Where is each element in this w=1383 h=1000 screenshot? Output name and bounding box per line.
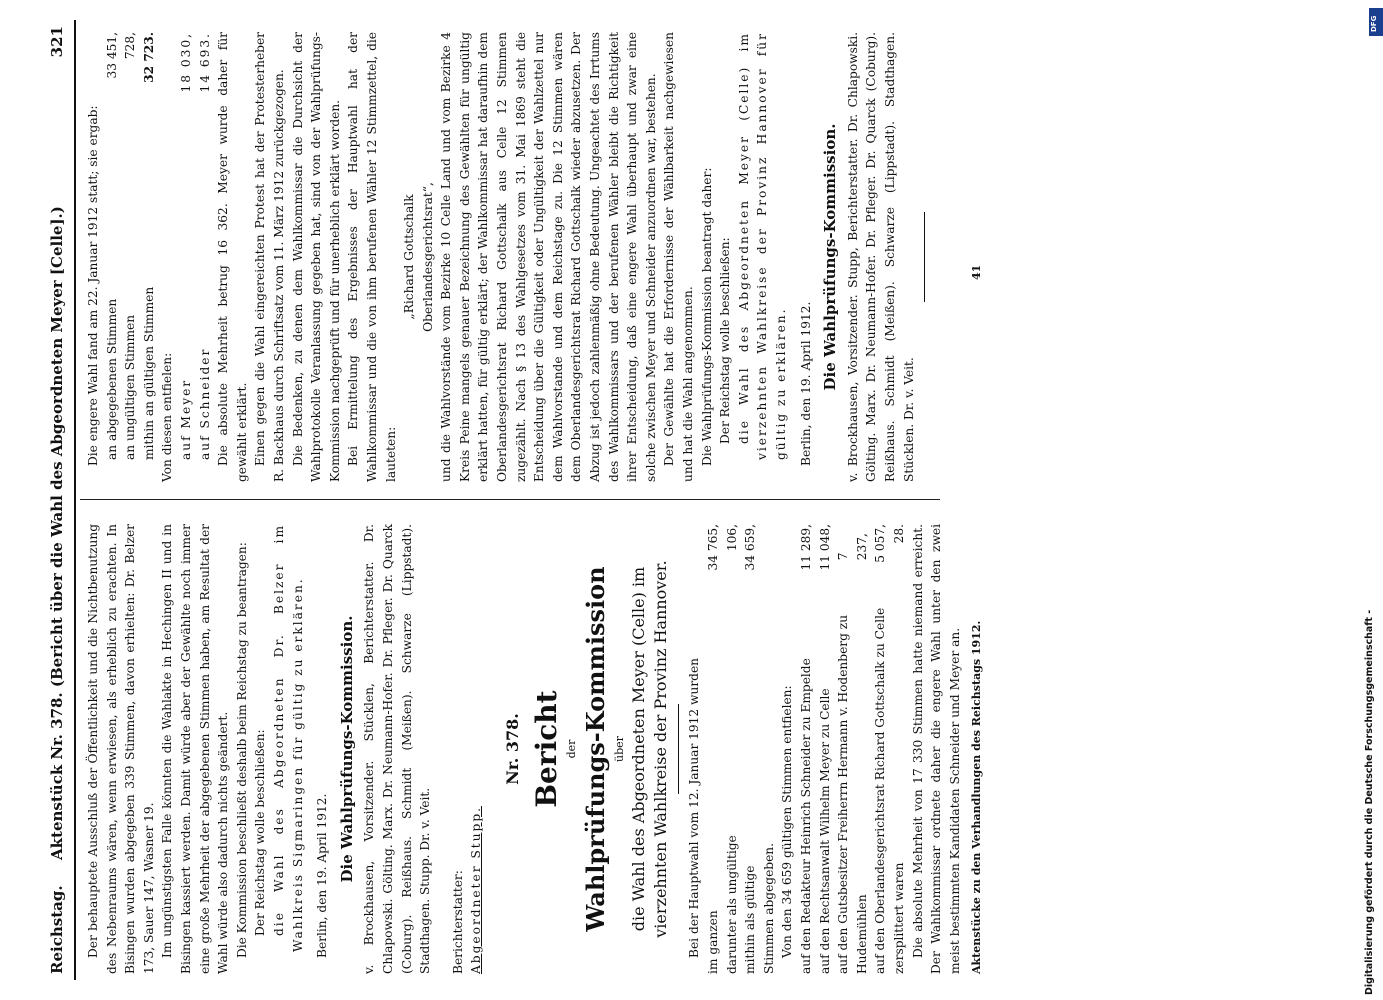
paragraph: Die Bedenken, zu denen dem Wahlkommissar die Durchsicht der Wahlprotokolle Veranlassung gegeben hat, sind von der Wahlprüfungs-Kommission nachgeprüft und für unerheblich erklärt worden. (290, 32, 342, 482)
result-row: im ganzen 34 765, (706, 524, 721, 974)
commission-title: Die Wahlprüfungs-Kommission. (337, 615, 356, 883)
paragraph: Die engere Wahl fand am 22. Januar 1912 statt; sie ergab: (86, 105, 100, 466)
candidate-row: auf den Rechtsanwalt Wilhelm Meyer zu Celle 11 048, (817, 524, 832, 974)
antrag-intro: Der Reichstag wolle beschließen: (718, 237, 733, 444)
result-row: darunter als ungültige 106, (724, 524, 739, 974)
paragraph: Die absolute Mehrheit von 17 330 Stimmen hatte niemand erreicht. Der Wahlkommissar ordnete daher die engere Wahl unter den zwei meist bestimmten Kandidaten Schneider und Meyer an. (910, 524, 962, 974)
berichterstatter-block (449, 524, 486, 974)
divider (924, 212, 925, 302)
divider (678, 704, 679, 794)
antrag-text: die Wahl des Abgeordneten Meyer (Celle) im vierzehnten Wahlkreise der Provinz Hannover für gültig zu erklären. (736, 32, 788, 460)
footer-note: Aktenstücke zu den Verhandlungen des Reichstags 1912. (970, 620, 983, 974)
commission-heading: Wahlprüfungs-Kommission (581, 566, 611, 932)
commission-members: v. Brockhausen, Vorsitzender. Stupp, Berichterstatter. Dr. Chlapowski. Gölting. Marx. Dr. Neumann-Hofer. Dr. Pfleger. Dr. Quarck (Coburg). Reißhaus. Schmidt (Meißen). Schwarze (Lippstadt). Stadthagen. Stücklen. Dr. v. Veit. (845, 32, 916, 482)
digitization-note: Digitalisierung gefördert durch die Deutsche Forschungsgemeinschaft - (1364, 609, 1375, 995)
subject-title: die Wahl des Abgeordneten Meyer (Celle) im vierzehnten Wahlkreise der Provinz Hannover. (629, 560, 671, 938)
paragraph: Einen gegen die Wahl eingereichten Protest hat der Protesterheber R. Backhaus durch Schriftsatz vom 11. März 1912 zurückgezogen. (253, 32, 286, 482)
candidate-row: zersplittert waren 28. (892, 524, 906, 974)
date-line: Berlin, den 19. April 1912. (315, 793, 330, 958)
paragraph: Der behauptete Ausschluß der Öffentlichkeit und die Nichtbenutzung des Nebenraums wären, wenn erwiesen, als erheblich zu erachten. In Bisingen wurden abgegeben 339 Stimmen, davon erhielten: Dr. Belzer 173, Sauer 147, Wasner 19. (86, 524, 156, 974)
hauptwahl-outro: Stimmen abgegeben. (761, 842, 776, 974)
result-row: auf Meyer 18 030, (178, 32, 193, 460)
date-line: Berlin, den 19. April 1912. (798, 301, 813, 466)
result-row: an ungültigen Stimmen 728, (123, 32, 138, 460)
paragraph: Bei der Hauptwahl vom 12. Januar 1912 wurden (687, 657, 702, 958)
result-row: an abgegebenen Stimmen 33 451, (104, 32, 119, 460)
antrag-text: die Wahl des Abgeordneten Dr. Belzer im Wahlkreis Sigmaringen für gültig zu erklären. (271, 524, 305, 952)
paragraph: und die Wahlvorstände vom Bezirke 10 Celle Land und vom Bezirke 4 Kreis Peine mangels genauer Bezeichnung des Gewählten für ungültig erklärt hatten, für gültig erklärt; der Wahlkommissar hat daraufhin dem Oberlandesgerichtsrat Richard Gottschalk aus Celle 12 Stimmen zugezählt. Nach § 13 des Wahlgesetzes vom 31. Mai 1869 steht die Entscheidung über die Gültigkeit oder Ungültigkeit der Wahlzettel nur dem Wahlvorstande und dem Reichstage zu. Die 12 Stimmen wären dem Oberlandesgerichtsrat Richard Gottschalk wieder abzusetzen. Der Abzug ist jedoch zahlenmäßig ohne Bedeutung. Ungeachtet des Irrtums des Wahlkommissars und der berufenen Wähler bleibt die Richtigkeit ihrer Entscheidung, daß eine engere Wahl überhaupt und zwar eine solche zwischen Meyer und Schneider anzuordnen war, bestehen. (439, 32, 658, 482)
paragraph: Bei Ermittelung des Ergebnisses der Hauptwahl hat der Wahlkommissar und die von ihm berufenen Wähler 12 Stimmzettel, die lauteten: (346, 32, 398, 482)
paragraph: Die Kommission beschließt deshalb beim Reichstag zu beantragen: (234, 542, 249, 958)
dfg-logo: DFG (1369, 8, 1383, 36)
footer-page-number: 41 (970, 264, 983, 280)
bericht-heading: Bericht (530, 690, 564, 808)
header-page-number: 321 (48, 26, 66, 58)
left-column (84, 524, 964, 974)
antrag-intro: Der Reichstag wolle beschließen: (253, 729, 268, 936)
paragraph: Der Gewählte hat die Erfordernisse der Wählbarkeit nachgewiesen und hat die Wahl angenommen. (662, 32, 695, 482)
paragraph: Von den 34 659 gültigen Stimmen entfielen: (780, 685, 795, 958)
result-row: auf Schneider 14 693. (197, 32, 212, 460)
candidate-row: auf den Redakteur Heinrich Schneider zu Empelde 11 289, (799, 524, 814, 974)
document-page (40, 20, 1340, 980)
berichterstatter-name: Abgeordneter Stupp. (469, 805, 484, 974)
commission-title: Die Wahlprüfungs-Kommission. (821, 123, 840, 391)
quote-line: Oberlandesgerichtsrat“, (420, 182, 435, 332)
berichterstatter-label: Berichterstatter: (450, 870, 465, 974)
header-left: Reichstag. (48, 885, 66, 974)
der-label: der (565, 739, 579, 759)
paragraph: Im ungünstigsten Falle könnten die Wahlakte in Hechingen II und in Bisingen kassiert werden. Damit würde aber der Gewählte noch immer eine große Mehrheit der abgegebenen Stimmen haben, am Resultat der Wahl würde also dadurch nichts geändert. (160, 524, 231, 974)
column-divider (80, 499, 940, 500)
paragraph: Von diesen entfielen: (160, 352, 175, 482)
document-number: Nr. 378. (502, 713, 522, 785)
ueber-label: über (613, 736, 627, 762)
quote-line: „Richard Gottschalk (402, 194, 417, 320)
result-row: mithin an gültigen Stimmen 32 723. (141, 32, 156, 460)
right-column (84, 32, 931, 482)
paragraph: Die Wahlprüfungs-Kommission beantragt daher: (699, 167, 714, 466)
result-row: mithin als gültige 34 659, (743, 524, 758, 974)
page-header (40, 20, 76, 980)
paragraph: Die absolute Mehrheit betrug 16 362. Meyer wurde daher für gewählt erklärt. (216, 32, 249, 482)
candidate-row: auf den Oberlandesgerichtsrat Richard Gottschalk zu Celle 5 057, (873, 524, 888, 974)
header-title: Aktenstück Nr. 378. (Bericht über die Wahl des Abgeordneten Meyer [Celle].) (48, 206, 66, 860)
commission-members: v. Brockhausen, Vorsitzender. Stücklen, Berichterstatter. Dr. Chlapowski. Gölting. Marx. Dr. Neumann-Hofer. Dr. Pfleger. Dr. Quarck (Coburg). Reißhaus. Schmidt (Meißen). Schwarze (Lippstadt). Stadthagen. Stupp. Dr. v. Veit. (362, 524, 433, 974)
candidate-row: auf den Gutsbesitzer Freiherrn Hermann v. Hodenberg zu Hudemühlen 7 237, (836, 533, 869, 974)
